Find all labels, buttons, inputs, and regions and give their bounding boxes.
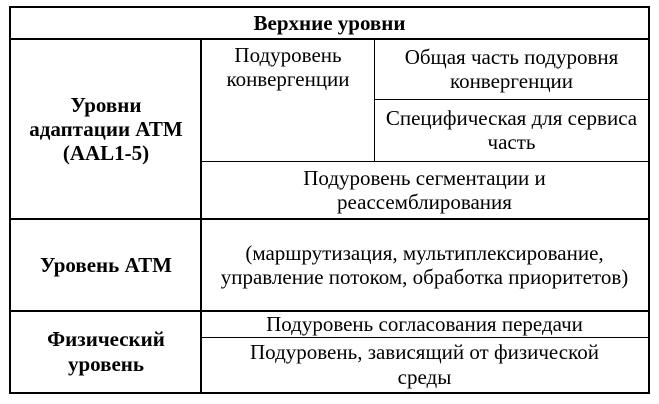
convergence-common-part: Общая часть подуровня конвергенции bbox=[404, 44, 619, 93]
segmentation-reassembly-sublayer: Подуровень сегментации и реассемблирования bbox=[303, 165, 546, 214]
service-specific-part: Специфическая для сервиса часть bbox=[385, 105, 638, 154]
atm-layer-label: Уровень ATM bbox=[40, 252, 172, 277]
header-divider bbox=[11, 38, 648, 40]
convergence-column-divider bbox=[374, 39, 375, 161]
transmission-convergence-sublayer: Подуровень согласования передачи bbox=[266, 311, 583, 336]
physical-medium-sublayer: Подуровень, зависящий от физической среды bbox=[250, 340, 599, 389]
physical-layer-label: Физический уровень bbox=[47, 327, 165, 376]
atm-layer-table bbox=[9, 6, 650, 394]
aal-bottom-divider bbox=[11, 218, 648, 220]
upper-layers-header: Верхние уровни bbox=[253, 11, 406, 36]
aal-layer-label: Уровни адаптации ATM (AAL1-5) bbox=[29, 92, 183, 166]
label-column-divider bbox=[200, 39, 202, 392]
convergence-sublayer: Подуровень конвергенции bbox=[226, 43, 350, 92]
atm-bottom-divider bbox=[11, 310, 648, 312]
physical-sublayer-divider bbox=[201, 337, 648, 338]
segmentation-top-divider bbox=[201, 161, 648, 162]
convergence-parts-divider bbox=[375, 99, 648, 100]
atm-layer-description: (маршрутизация, мультиплексирование, управление потоком, обработка приоритетов) bbox=[220, 240, 629, 289]
